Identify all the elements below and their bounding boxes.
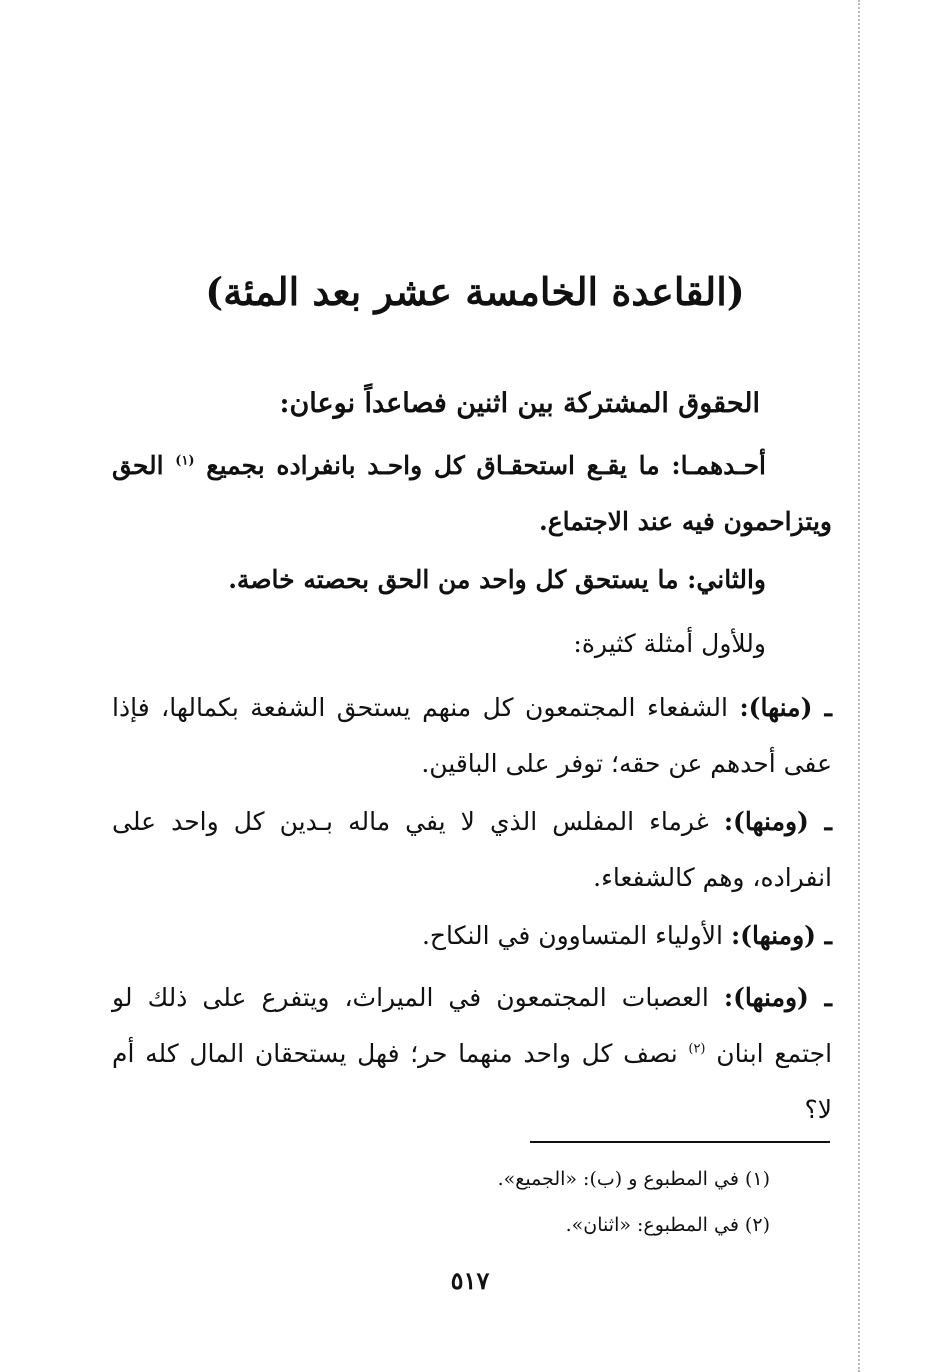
footnote-1: (١) في المطبوع و (ب): «الجميع». <box>497 1168 770 1190</box>
example-text-after: نصف كل واحد منهما حر؛ فهل يستحقان المال كله أم لا؟ <box>112 1039 832 1124</box>
page-number: ٥١٧ <box>450 1266 490 1295</box>
footnote-2: (٢) في المطبوع: «اثنان». <box>565 1214 770 1236</box>
example-item <box>112 908 832 964</box>
example-text: الشفعاء المجتمعون كل منهم يستحق الشفعة بكمالها، فإذا عفى أحدهم عن حقه؛ توفر على الباقين. <box>112 693 832 778</box>
example-text-before: العصبات المجتمعون في الميراث، ويتفرع على ذلك لو اجتمع ابنان <box>112 983 833 1068</box>
example-item <box>112 680 832 792</box>
paragraph-first-kind <box>112 438 832 550</box>
footnote-ref-1: (١) <box>175 453 195 469</box>
example-label: ـ (ومنها): <box>730 921 832 950</box>
rule-title: (القاعدة الخامسة عشر بعد المئة) <box>205 269 745 314</box>
footnote-ref-2: (٢) <box>688 1041 706 1057</box>
example-label: ـ (ومنها): <box>723 983 833 1012</box>
example-item <box>112 794 832 906</box>
example-item <box>112 970 832 1138</box>
first-kind-text-after: الحق ويتزاحمون فيه عند الاجتماع. <box>112 451 832 536</box>
section-heading: الحقوق المشتركة بين اثنين فصاعداً نوعان: <box>279 388 760 419</box>
paragraph-examples-intro: وللأول أمثلة كثيرة: <box>573 629 766 658</box>
example-text: غرماء المفلس الذي لا يفي ماله بـدين كل واحد على انفراده، وهم كالشفعاء. <box>112 807 832 892</box>
footnote-divider <box>530 1141 830 1143</box>
example-text: الأولياء المتساوون في النكاح. <box>421 921 723 950</box>
first-kind-text-before: أحـدهمـا: ما يقـع استحقـاق كل واحـد بانفراده بجميع <box>206 451 766 480</box>
paragraph-second-kind: والثاني: ما يستحق كل واحد من الحق بحصته خاصة. <box>228 565 766 594</box>
example-label: ـ (ومنها): <box>723 807 832 836</box>
example-label: ـ (منها): <box>739 693 832 722</box>
margin-scan-dots <box>858 0 860 1372</box>
